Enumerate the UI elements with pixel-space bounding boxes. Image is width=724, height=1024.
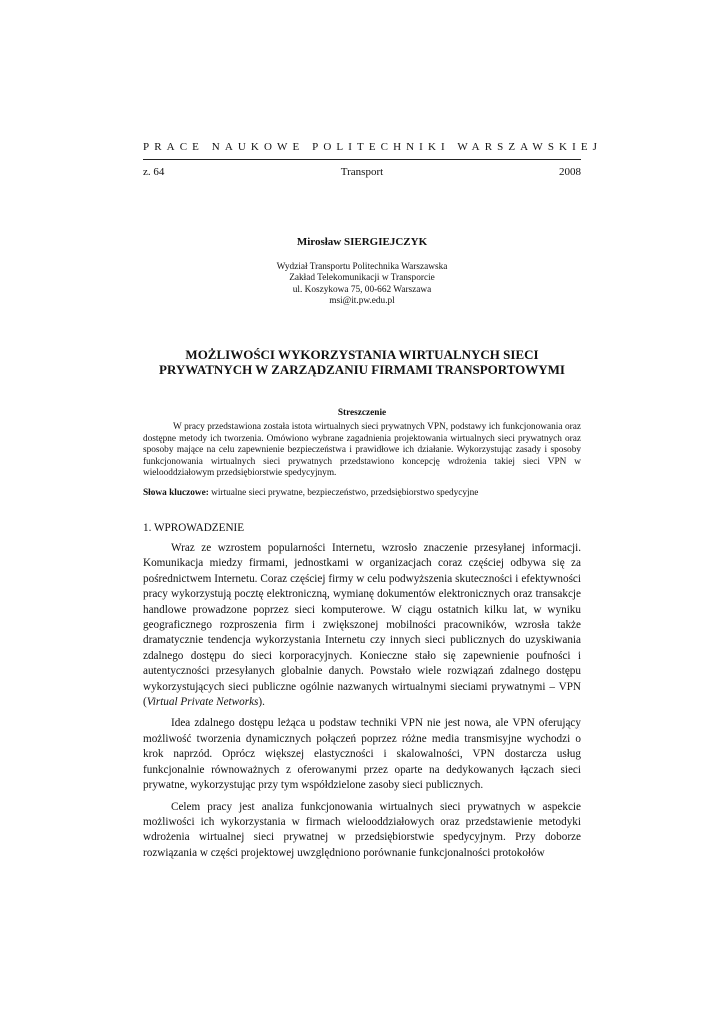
section-heading: 1. WPROWADZENIE [143, 522, 245, 534]
journal-series-header: PRACE NAUKOWE POLITECHNIKI WARSZAWSKIEJ [143, 141, 603, 153]
title-line: PRYWATNYCH W ZARZĄDZANIU FIRMAMI TRANSPORTOWYMI [159, 362, 565, 377]
affiliation-line: Zakład Telekomunikacji w Transporcie [289, 273, 435, 284]
journal-name: Transport [340, 166, 384, 178]
keywords-text: wirtualne sieci prywatne, bezpieczeństwo, przedsiębiorstwo spedycyjne [208, 488, 479, 498]
author-affiliation [143, 262, 581, 308]
volume-number: z. 64 [143, 166, 165, 178]
affiliation-line: ul. Koszykowa 75, 00-662 Warszawa [292, 284, 432, 295]
author-name: Mirosław SIERGIEJCZYK [296, 236, 428, 248]
keywords-label: Słowa kluczowe: [143, 488, 209, 498]
keywords-line [143, 488, 581, 498]
italic-term: Virtual Private Networks [146, 696, 259, 709]
abstract-text: W pracy przedstawiona została istota wirtualnych sieci prywatnych VPN, podstawy ich funkcjonowania oraz dostępne metody ich tworzenia. Omówiono wybrane zagadnienia projektowania wirtualnych sieci prywatnych oraz sposoby mające na celu zapewnienie bezpieczeństwa i prawidłowe ich działanie. Wykorzystując zasady i sposoby funkcjonowania wirtualnych sieci prywatnych przedstawiono koncepcję wdrożenia takiej sieci VPN w wielooddziałowym przedsiębiorstwie spedycyjnym. [143, 422, 581, 478]
header-rule [143, 159, 581, 160]
section-body [143, 541, 581, 867]
journal-meta-line [143, 166, 581, 182]
affiliation-line: Wydział Transportu Politechnika Warszawska [276, 262, 448, 272]
body-paragraph: Idea zdalnego dostępu leżąca u podstaw techniki VPN nie jest nowa, ale VPN oferujący możliwość tworzenia dynamicznych połączeń poprzez różne media transmisyjne wychodzi o krok naprzód. Oprócz większej elastyczności i skalowalności, VPN dostarcza usług funkcjonalnie równoważnych z oferowanymi przez oparte na dedykowanych łączach sieci prywatne, wykorzystując przy tym współdzielone zasoby sieci publicznych. [143, 717, 581, 792]
author-email: msi@it.pw.edu.pl [329, 296, 395, 307]
abstract-heading: Streszczenie [337, 408, 387, 418]
title-line: MOŻLIWOŚCI WYKORZYSTANIA WIRTUALNYCH SIECI [185, 347, 539, 362]
body-paragraph: Wraz ze wzrostem popularności Internetu, wzrosło znaczenie przesyłanej informacji. Komunikacja miedzy firmami, jednostkami w organizacjach coraz częściej odbywa się za pośrednictwem Internetu. Coraz częściej firmy w celu podwyższenia skuteczności i efektywności pracy wykorzystują pocztę elektroniczną, wymianę dokumentów elektronicznych oraz transakcje handlowe prowadzone poprzez sieci komputerowe. W ciągu ostatnich kilku lat, w wyniku geograficznego rozproszenia firm i zwiększonej mobilności pracowników, wzrosła także dramatycznie tendencja wykorzystania Internetu czy innych sieci publicznych do uzyskiwania zdalnego dostępu do sieci korporacyjnych. Konieczne stało się zapewnienie poufności i autentyczności przesyłanych globalnie danych. Powstało wiele rozwiązań zdalnego dostępu wykorzystujących sieci publiczne ogólnie nazwanych wirtualnymi sieciami prywatnymi – VPN (Virtual Private Networks). [143, 542, 581, 709]
paper-title [143, 347, 581, 377]
publication-year: 2008 [559, 166, 581, 178]
body-paragraph: Celem pracy jest analiza funkcjonowania wirtualnych sieci prywatnych w aspekcie możliwości ich wykorzystania w firmach wielooddziałowych oraz przedstawienie metodyki wdrożenia wirtualnej sieci prywatnej w przedsiębiorstwie spedycyjnym. Przy doborze rozwiązania w części projektowej uwzględniono porównanie funkcjonalności protokołów [143, 800, 581, 859]
